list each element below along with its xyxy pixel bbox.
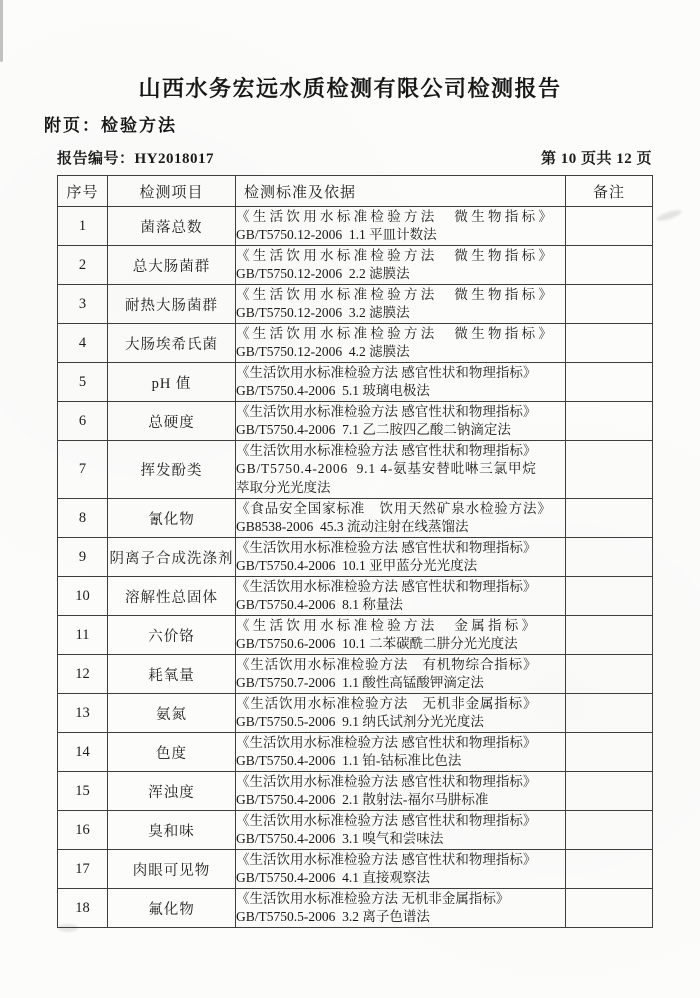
standard-line: 《生活饮用水标准检验方法 微生物指标》 <box>236 286 556 302</box>
row-remark <box>566 850 653 889</box>
table-row <box>58 889 653 928</box>
row-seq-no: 2 <box>58 246 108 285</box>
row-remark <box>566 246 653 285</box>
row-seq-no: 5 <box>58 363 108 402</box>
row-test-standard <box>236 811 566 850</box>
row-test-standard <box>236 577 566 616</box>
row-test-standard <box>236 655 566 694</box>
standard-line: GB/T5750.12-2006 1.1 平皿计数法 <box>236 227 437 242</box>
row-test-item: 浑浊度 <box>108 772 236 811</box>
standard-line: GB/T5750.4-2006 3.1 嗅气和尝味法 <box>236 831 444 846</box>
row-test-standard <box>236 772 566 811</box>
standard-line: GB/T5750.12-2006 3.2 滤膜法 <box>236 305 410 320</box>
row-test-standard <box>236 889 566 928</box>
row-test-item: 总大肠菌群 <box>108 246 236 285</box>
row-remark <box>566 694 653 733</box>
table-row <box>58 733 653 772</box>
table-row <box>58 207 653 246</box>
page-indicator: 第 10 页共 12 页 <box>540 151 652 167</box>
standard-line: GB/T5750.6-2006 10.1 二苯碳酰二肼分光光度法 <box>236 636 518 651</box>
standard-line: GB/T5750.7-2006 1.1 酸性高锰酸钾滴定法 <box>236 675 484 690</box>
row-remark <box>566 811 653 850</box>
standard-line: 《生活饮用水标准检验方法 感官性状和物理指标》 <box>236 773 537 789</box>
row-test-item: 挥发酚类 <box>108 441 236 499</box>
table-row <box>58 538 653 577</box>
row-test-standard <box>236 850 566 889</box>
table-row <box>58 246 653 285</box>
row-test-standard <box>236 733 566 772</box>
row-test-item: 六价铬 <box>108 616 236 655</box>
table-row <box>58 285 653 324</box>
standard-line: GB/T5750.4-2006 2.1 散射法-福尔马肼标准 <box>236 792 489 807</box>
table-row <box>58 441 653 499</box>
row-test-item: 臭和味 <box>108 811 236 850</box>
row-remark <box>566 207 653 246</box>
standard-line: GB/T5750.12-2006 2.2 滤膜法 <box>236 266 410 281</box>
row-test-standard <box>236 324 566 363</box>
standard-line: 《生活饮用水标准检验方法 感官性状和物理指标》 <box>236 403 537 419</box>
table-row <box>58 772 653 811</box>
row-test-item: 氨氮 <box>108 694 236 733</box>
table-header-row <box>58 176 653 207</box>
standard-line: GB/T5750.4-2006 7.1 乙二胺四乙酸二钠滴定法 <box>236 422 511 437</box>
standard-line: 《生活饮用水标准检验方法 感官性状和物理指标》 <box>236 734 537 750</box>
row-seq-no: 6 <box>58 402 108 441</box>
row-seq-no: 18 <box>58 889 108 928</box>
table-row <box>58 363 653 402</box>
row-seq-no: 11 <box>58 616 108 655</box>
standard-line: 《生活饮用水标准检验方法 无机非金属指标》 <box>236 695 538 711</box>
standard-line: GB/T5750.4-2006 4.1 直接观察法 <box>236 870 430 885</box>
row-seq-no: 7 <box>58 441 108 499</box>
standard-line: 《生活饮用水标准检验方法 感官性状和物理指标》 <box>236 364 537 380</box>
table-row <box>58 499 653 538</box>
page-title: 山西水务宏远水质检测有限公司检测报告 <box>138 76 562 101</box>
standard-line: GB/T5750.5-2006 3.2 离子色谱法 <box>236 909 430 924</box>
row-remark <box>566 441 653 499</box>
report-number: 报告编号：HY2018017 <box>57 151 215 167</box>
standard-line: GB/T5750.5-2006 9.1 纳氏试剂分光光度法 <box>236 714 484 729</box>
row-test-item: 氟化物 <box>108 889 236 928</box>
table-row <box>58 811 653 850</box>
row-seq-no: 1 <box>58 207 108 246</box>
row-seq-no: 10 <box>58 577 108 616</box>
row-test-standard <box>236 246 566 285</box>
standard-line: GB8538-2006 45.3 流动注射在线蒸馏法 <box>236 519 469 534</box>
row-seq-no: 12 <box>58 655 108 694</box>
appendix-subtitle: 附页：检验方法 <box>44 116 177 135</box>
row-test-item: 大肠埃希氏菌 <box>108 324 236 363</box>
methods-table <box>57 175 653 928</box>
standard-line: 《生活饮用水标准检验方法 金属指标》 <box>236 617 539 633</box>
standard-line: 《生活饮用水标准检验方法 感官性状和物理指标》 <box>236 578 537 594</box>
standard-line: 《生活饮用水标准检验方法 有机物综合指标》 <box>236 656 538 672</box>
row-remark <box>566 499 653 538</box>
row-test-item: 耐热大肠菌群 <box>108 285 236 324</box>
row-remark <box>566 538 653 577</box>
row-seq-no: 16 <box>58 811 108 850</box>
row-seq-no: 13 <box>58 694 108 733</box>
standard-line: 《生活饮用水标准检验方法 感官性状和物理指标》 <box>236 539 537 555</box>
scan-smudge <box>656 208 683 223</box>
row-remark <box>566 577 653 616</box>
row-seq-no: 9 <box>58 538 108 577</box>
standard-line: 《生活饮用水标准检验方法 感官性状和物理指标》 <box>236 812 537 828</box>
row-test-standard <box>236 694 566 733</box>
row-remark <box>566 285 653 324</box>
row-test-item: 阴离子合成洗涤剂 <box>108 538 236 577</box>
row-test-item: 色度 <box>108 733 236 772</box>
row-remark <box>566 889 653 928</box>
table-row <box>58 655 653 694</box>
standard-line: 《生活饮用水标准检验方法 微生物指标》 <box>236 208 556 224</box>
standard-line: 萃取分光光度法 <box>236 479 331 495</box>
standard-line: GB/T5750.4-2006 1.1 铂-钴标准比色法 <box>236 753 462 768</box>
table-row <box>58 694 653 733</box>
table-row <box>58 850 653 889</box>
standard-line: 《生活饮用水标准检验方法 微生物指标》 <box>236 325 556 341</box>
row-test-standard <box>236 363 566 402</box>
standard-line: GB/T5750.4-2006 9.1 4-氨基安替吡啉三氯甲烷 <box>236 461 537 477</box>
row-test-standard <box>236 538 566 577</box>
row-test-item: 溶解性总固体 <box>108 577 236 616</box>
row-seq-no: 14 <box>58 733 108 772</box>
header-test-item: 检测项目 <box>108 176 236 207</box>
row-seq-no: 4 <box>58 324 108 363</box>
row-remark <box>566 324 653 363</box>
table-row <box>58 324 653 363</box>
report-meta-line <box>57 147 652 168</box>
row-seq-no: 17 <box>58 850 108 889</box>
row-remark <box>566 733 653 772</box>
row-test-item: 总硬度 <box>108 402 236 441</box>
row-test-item: 肉眼可见物 <box>108 850 236 889</box>
header-test-standard: 检测标准及依据 <box>236 176 566 207</box>
row-test-standard <box>236 285 566 324</box>
row-remark <box>566 363 653 402</box>
standard-line: 《生活饮用水标准检验方法 感官性状和物理指标》 <box>236 443 537 459</box>
header-seq-no: 序号 <box>58 176 108 207</box>
row-test-item: 耗氧量 <box>108 655 236 694</box>
row-remark <box>566 616 653 655</box>
row-seq-no: 8 <box>58 499 108 538</box>
methods-table-body <box>58 207 653 928</box>
row-remark <box>566 655 653 694</box>
table-row <box>58 402 653 441</box>
row-test-standard <box>236 402 566 441</box>
row-remark <box>566 772 653 811</box>
row-test-item: 氰化物 <box>108 499 236 538</box>
row-test-item: 菌落总数 <box>108 207 236 246</box>
standard-line: 《生活饮用水标准检验方法 微生物指标》 <box>236 247 556 263</box>
standard-line: 《生活饮用水标准检验方法 无机非金属指标》 <box>236 890 510 906</box>
row-remark <box>566 402 653 441</box>
standard-line: 《生活饮用水标准检验方法 感官性状和物理指标》 <box>236 851 537 867</box>
row-test-standard <box>236 441 566 499</box>
standard-line: 《食品安全国家标准 饮用天然矿泉水检验方法》 <box>236 500 552 516</box>
row-seq-no: 15 <box>58 772 108 811</box>
row-seq-no: 3 <box>58 285 108 324</box>
header-remark: 备注 <box>566 176 653 207</box>
standard-line: GB/T5750.4-2006 8.1 称量法 <box>236 597 403 612</box>
standard-line: GB/T5750.4-2006 10.1 亚甲蓝分光光度法 <box>236 558 478 573</box>
table-row <box>58 616 653 655</box>
row-test-standard <box>236 616 566 655</box>
scan-edge-artifact <box>0 0 3 62</box>
row-test-item: pH 值 <box>108 363 236 402</box>
standard-line: GB/T5750.12-2006 4.2 滤膜法 <box>236 344 410 359</box>
row-test-standard <box>236 499 566 538</box>
standard-line: GB/T5750.4-2006 5.1 玻璃电极法 <box>236 383 430 398</box>
table-row <box>58 577 653 616</box>
row-test-standard <box>236 207 566 246</box>
